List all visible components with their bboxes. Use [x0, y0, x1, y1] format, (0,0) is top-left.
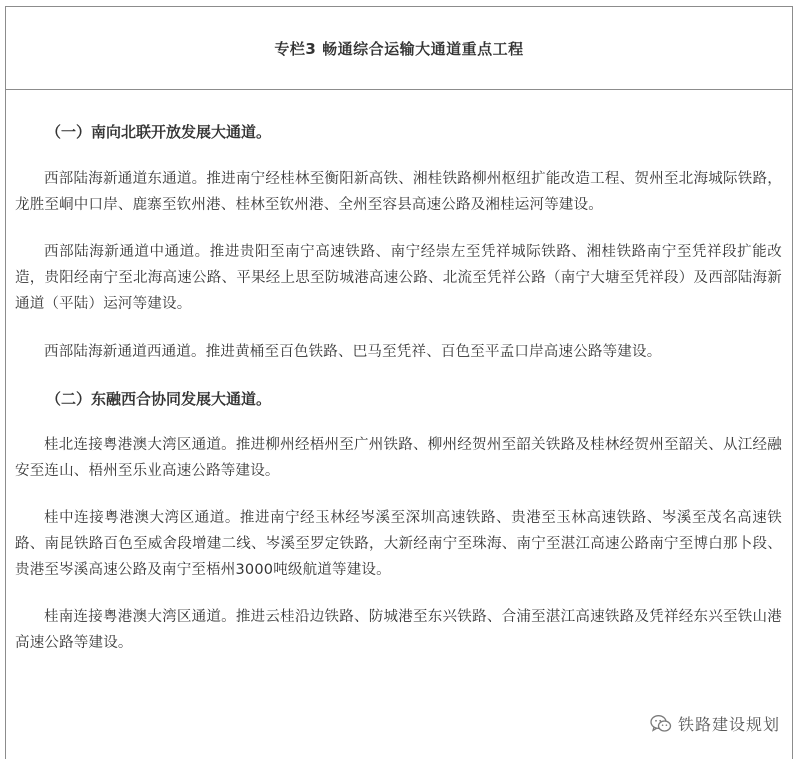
content-area	[6, 119, 792, 656]
wechat-icon	[650, 714, 672, 734]
table-frame	[5, 6, 793, 759]
title-row	[6, 7, 792, 90]
paragraph-middle-channel: 西部陆海新通道中通道。推进贵阳至南宁高速铁路、南宁经崇左至凭祥城际铁路、湘桂铁路南宁至凭祥段扩能改造，贵阳经南宁至北海高速公路、平果经上思至防城港高速公路、北流至凭祥公路（南宁大塘至凭祥段）及西部陆海新通道（平陆）运河等建设。	[15, 244, 782, 312]
watermark	[646, 710, 784, 737]
paragraph-guibei-channel: 桂北连接粤港澳大湾区通道。推进柳州经梧州至广州铁路、柳州经贺州至韶关铁路及桂林经贺州至韶关、从江经融安至连山、梧州至乐业高速公路等建设。	[15, 437, 782, 479]
page-title: 专栏3 畅通综合运输大通道重点工程	[274, 39, 524, 58]
paragraph-guizhong-channel: 桂中连接粤港澳大湾区通道。推进南宁经玉林经岑溪至深圳高速铁路、贵港至玉林高速铁路、岑溪至茂名高速铁路、南昆铁路百色至威舍段增建二线、岑溪至罗定铁路，大新经南宁至珠海、南宁至湛江高速公路南宁至博白那卜段、贵港至岑溪高速公路及南宁至梧州3000吨级航道等建设。	[15, 510, 782, 578]
paragraph-guinan-channel: 桂南连接粤港澳大湾区通道。推进云桂沿边铁路、防城港至东兴铁路、合浦至湛江高速铁路及凭祥经东兴至铁山港高速公路等建设。	[15, 609, 782, 651]
section-heading-east-west: （二）东融西合协同发展大通道。	[46, 390, 272, 408]
watermark-text: 铁路建设规划	[677, 715, 780, 734]
paragraph-west-channel: 西部陆海新通道西通道。推进黄桶至百色铁路、巴马至凭祥、百色至平孟口岸高速公路等建设。	[44, 344, 662, 360]
paragraph-east-channel: 西部陆海新通道东通道。推进南宁经桂林至衡阳新高铁、湘桂铁路柳州枢纽扩能改造工程、贺州至北海城际铁路，龙胜至峒中口岸、鹿寨至钦州港、桂林至钦州港、全州至容县高速公路及湘桂运河等建设。	[15, 171, 782, 213]
section-heading-south-north: （一）南向北联开放发展大通道。	[46, 123, 272, 141]
